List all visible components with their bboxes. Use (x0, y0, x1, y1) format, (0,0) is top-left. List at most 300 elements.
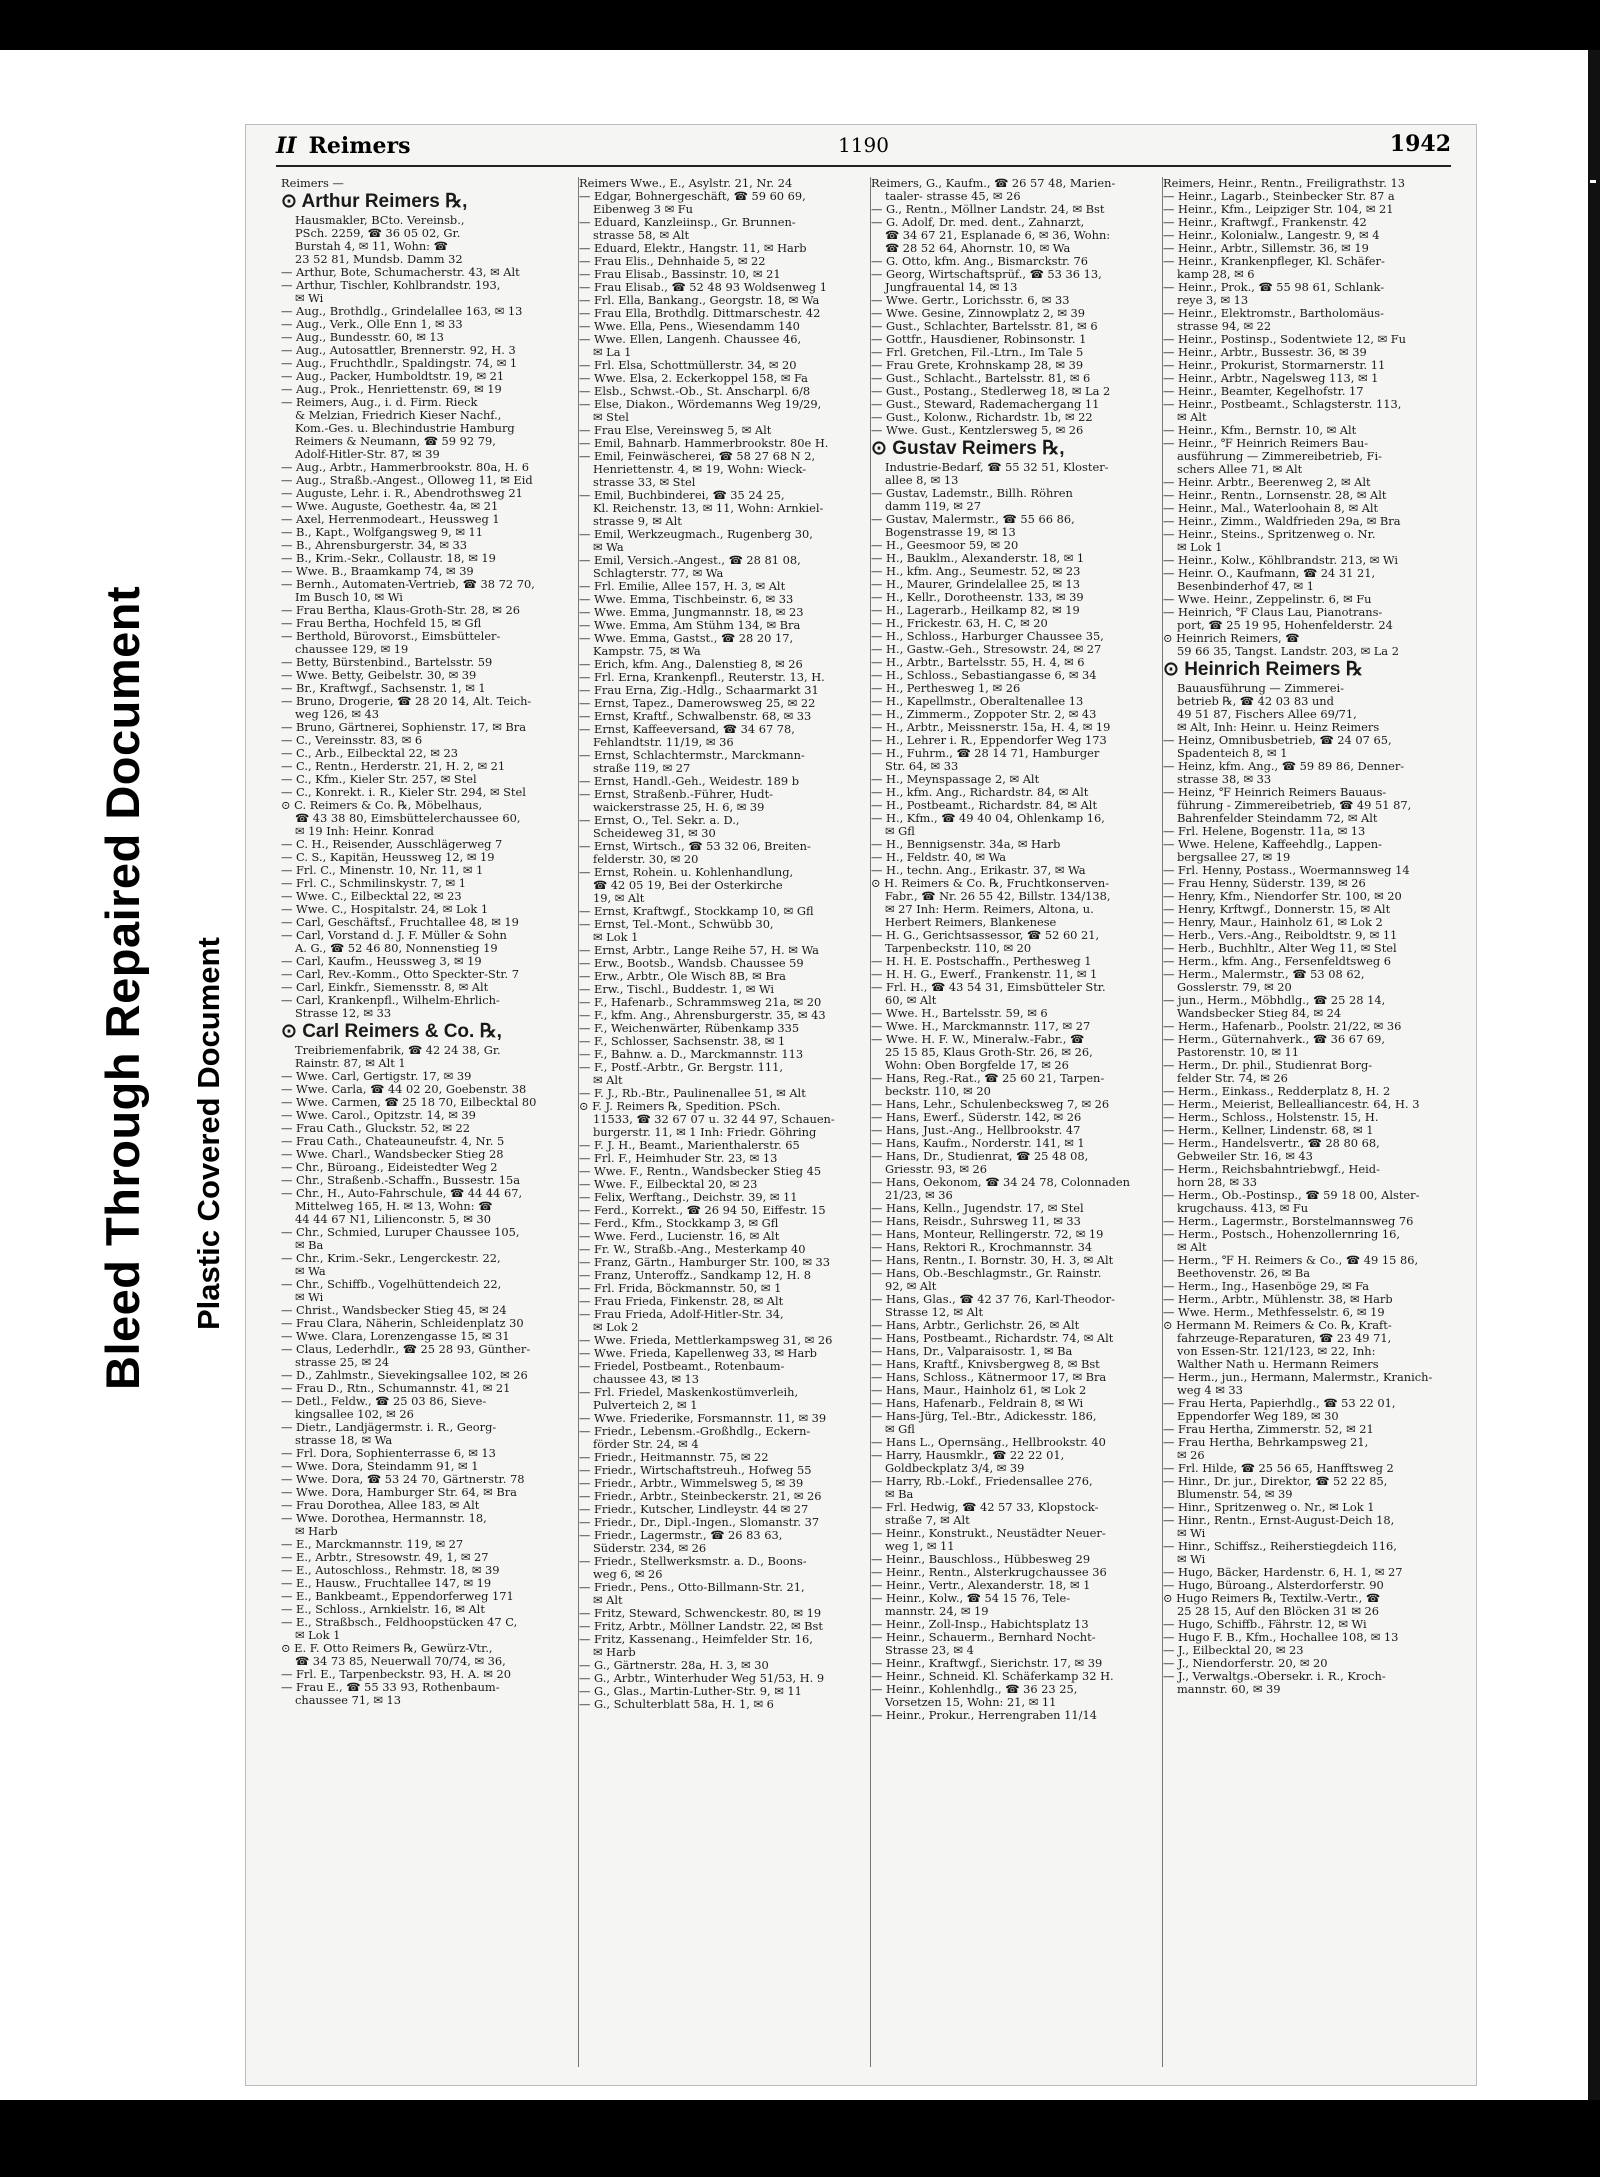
directory-entry: — C. H., Reisender, Ausschlägerweg 7 (281, 838, 503, 851)
directory-entry: — H. H. G., Ewerf., Frankenstr. 11, ✉ 1 (871, 968, 1098, 981)
directory-entry: strasse 94, ✉ 22 (1177, 320, 1272, 333)
directory-entry: — Henry, Krftwgf., Donnerstr. 15, ✉ Alt (1163, 903, 1391, 916)
directory-entry: — Frau Henny, Süderstr. 139, ✉ 26 (1163, 877, 1366, 890)
directory-entry: — Friedr., Lagermstr., ☎ 26 83 63, (579, 1529, 783, 1542)
directory-entry: 49 51 87, Fischers Allee 69/71, (1177, 708, 1357, 721)
directory-entry: Fehlandtstr. 11/19, ✉ 36 (593, 736, 734, 749)
directory-entry: — Heinr., Postbeamt., Schlagsterstr. 113, (1163, 398, 1402, 411)
directory-entry: — Herm., jun., Hermann, Malermstr., Kranich- (1163, 1371, 1433, 1384)
directory-entry: — Emil, Versich.-Angest., ☎ 28 81 08, (579, 554, 801, 567)
directory-entry: — Herm., ℉ H. Reimers & Co., ☎ 49 15 86, (1163, 1254, 1419, 1267)
directory-entry: — H., Lagerarb., Heilkamp 82, ✉ 19 (871, 604, 1080, 617)
directory-entry: — H., Schloss., Harburger Chaussee 35, (871, 630, 1104, 643)
directory-entry: — Ernst, Wirtsch., ☎ 53 32 06, Breiten- (579, 840, 811, 853)
directory-entry: ✉ Lok 1 (1177, 541, 1223, 554)
directory-entry: Kom.-Ges. u. Blechindustrie Hamburg (295, 422, 515, 435)
directory-entry: ☎ 28 52 64, Ahornstr. 10, ✉ Wa (885, 242, 1071, 255)
directory-entry: ⊙ Heinrich Reimers, ☎ (1163, 632, 1300, 645)
directory-entry: — Emil, Werkzeugmach., Rugenberg 30, (579, 528, 813, 541)
directory-entry: — Hugo F. B., Kfm., Hochallee 108, ✉ 13 (1163, 1631, 1399, 1644)
directory-entry: 11533, ☎ 32 67 07 u. 32 44 97, Schauen- (593, 1113, 835, 1126)
directory-entry: — Heinz, ℉ Heinrich Reimers Bauaus- (1163, 786, 1387, 799)
directory-entry: — Wwe. C., Eilbecktal 22, ✉ 23 (281, 890, 462, 903)
directory-entry: Kl. Reichenstr. 13, ✉ 11, Wohn: Arnkiel- (593, 502, 824, 515)
directory-entry: — Frl. Dora, Sophienterrasse 6, ✉ 13 (281, 1447, 496, 1460)
directory-entry: von Essen-Str. 121/123, ✉ 22, Inh: (1177, 1345, 1376, 1358)
directory-entry: förder Str. 24, ✉ 4 (593, 1438, 699, 1451)
directory-entry: ✉ Alt (593, 1594, 623, 1607)
directory-entry: Schlagterstr. 77, ✉ Wa (593, 567, 724, 580)
directory-entry: — Herm., Arbtr., Mühlenstr. 38, ✉ Harb (1163, 1293, 1393, 1306)
directory-entry: 21/23, ✉ 36 (885, 1189, 953, 1202)
firm-heading: ⊙ Arthur Reimers ℞, (281, 191, 468, 212)
directory-entry: — Carl, Vorstand d. J. F. Müller & Sohn (281, 929, 507, 942)
directory-entry: — Frau Else, Vereinsweg 5, ✉ Alt (579, 424, 772, 437)
directory-entry: — E., Arbtr., Stresowstr. 49, 1, ✉ 27 (281, 1551, 489, 1564)
directory-entry: Pastorenstr. 10, ✉ 11 (1177, 1046, 1299, 1059)
directory-entry: Burstah 4, ✉ 11, Wohn: ☎ (295, 240, 448, 253)
directory-entry: — Wwe. Emma, Jungmannstr. 18, ✉ 23 (579, 606, 804, 619)
directory-entry: — F., Postf.-Arbtr., Gr. Bergstr. 111, (579, 1061, 783, 1074)
directory-entry: — Carl, Rev.-Komm., Otto Speckter-Str. 7 (281, 968, 520, 981)
directory-entry: — Wwe. Carmen, ☎ 25 18 70, Eilbecktal 80 (281, 1096, 537, 1109)
directory-entry: — Herm., Lagermstr., Borstelmannsweg 76 (1163, 1215, 1414, 1228)
directory-entry: — Christ., Wandsbecker Stieg 45, ✉ 24 (281, 1304, 507, 1317)
directory-entry: 23 52 81, Mundsb. Damm 32 (295, 253, 463, 266)
directory-entry: — G., Gärtnerstr. 28a, H. 3, ✉ 30 (579, 1659, 769, 1672)
directory-entry: ✉ Alt (1177, 1241, 1207, 1254)
directory-entry: — Hans, Kraftf., Knivsbergweg 8, ✉ Bst (871, 1358, 1100, 1371)
directory-entry: — Hinr., Schiffsz., Reiherstiegdeich 116, (1163, 1540, 1397, 1553)
directory-entry: — Heinr., Mal., Waterloohain 8, ✉ Alt (1163, 502, 1379, 515)
directory-entry: — E., Marckmannstr. 119, ✉ 27 (281, 1538, 464, 1551)
directory-entry: — Hinr., Spritzenweg o. Nr., ✉ Lok 1 (1163, 1501, 1375, 1514)
firm-heading: ⊙ Carl Reimers & Co. ℞, (281, 1021, 502, 1042)
directory-entry: Besenbinderhof 47, ✉ 1 (1177, 580, 1314, 593)
directory-entry: — Claus, Lederhdlr., ☎ 25 28 93, Günther- (281, 1343, 531, 1356)
directory-entry: weg 126, ✉ 43 (295, 708, 380, 721)
directory-entry: — Hans, Ewerf., Süderstr. 142, ✉ 26 (871, 1111, 1082, 1124)
directory-entry: ✉ Gfl (885, 1423, 915, 1436)
directory-entry: — Wwe. Emma, Gastst., ☎ 28 20 17, (579, 632, 794, 645)
directory-entry: — G., Arbtr., Winterhuder Weg 51/53, H. 9 (579, 1672, 825, 1685)
directory-entry: — Frau Elis., Dehnhaide 5, ✉ 22 (579, 255, 766, 268)
directory-entry: — F., Hafenarb., Schrammsweg 21a, ✉ 20 (579, 996, 822, 1009)
directory-entry: — Herm., Malermstr., ☎ 53 08 62, (1163, 968, 1365, 981)
directory-entry: — Frau Cath., Chateauneufstr. 4, Nr. 5 (281, 1135, 505, 1148)
directory-entry: — Heinr., Kraftwgf., Frankenstr. 42 (1163, 216, 1367, 229)
directory-entry: betrieb ℞, ☎ 42 03 83 und (1177, 695, 1334, 708)
directory-entry: — Wwe. Emma, Tischbeinstr. 6, ✉ 33 (579, 593, 794, 606)
directory-entry: ✉ Lok 1 (593, 931, 639, 944)
directory-entry: — C., Vereinsstr. 83, ✉ 6 (281, 734, 423, 747)
directory-entry: — Chr., H., Auto-Fahrschule, ☎ 44 44 67, (281, 1187, 523, 1200)
directory-entry: — H., Schloss., Sebastiangasse 6, ✉ 34 (871, 669, 1097, 682)
directory-entry: — Carl, Kaufm., Heussweg 3, ✉ 19 (281, 955, 482, 968)
directory-entry: — Ernst, Handl.-Geh., Weidestr. 189 b (579, 775, 799, 788)
directory-entry: — Ernst, Straßenb.-Führer, Hudt- (579, 788, 774, 801)
directory-entry: Wandsbecker Stieg 84, ✉ 24 (1177, 1007, 1342, 1020)
directory-entry: ✉ 27 Inh: Herm. Reimers, Altona, u. (885, 903, 1094, 916)
directory-entry: — Hans, Lehr., Schulenbecksweg 7, ✉ 26 (871, 1098, 1110, 1111)
directory-entry: — Hugo, Büroang., Alsterdorferstr. 90 (1163, 1579, 1384, 1592)
directory-entry: — Dietr., Landjägermstr. i. R., Georg- (281, 1421, 497, 1434)
directory-entry: ⊙ E. F. Otto Reimers ℞, Gewürz-Vtr., (281, 1642, 493, 1655)
directory-entry: — H., Postbeamt., Richardstr. 84, ✉ Alt (871, 799, 1098, 812)
directory-entry: — Ferd., Kfm., Stockkamp 3, ✉ Gfl (579, 1217, 779, 1230)
directory-entry: felderstr. 30, ✉ 20 (593, 853, 699, 866)
directory-entry: — Aug., Verk., Olle Enn 1, ✉ 33 (281, 318, 463, 331)
directory-entry: — Hans, Kaufm., Norderstr. 141, ✉ 1 (871, 1137, 1085, 1150)
directory-entry: — Frau Frieda, Finkenstr. 28, ✉ Alt (579, 1295, 784, 1308)
stamp-bleed-through-label: Bleed Through Repaired Document (96, 585, 149, 1390)
directory-entry: Bauausführung — Zimmerei- (1177, 682, 1344, 695)
directory-entry: ✉ Wi (1177, 1553, 1206, 1566)
directory-entry: — H. H. E. Postschaffn., Perthesweg 1 (871, 955, 1092, 968)
directory-entry: — Herm., Einkass., Redderplatz 8, H. 2 (1163, 1085, 1391, 1098)
directory-entry: — Wwe. Charl., Wandsbecker Stieg 28 (281, 1148, 504, 1161)
directory-entry: — Chr., Büroang., Eideistedter Weg 2 (281, 1161, 498, 1174)
directory-entry: Bogenstrasse 19, ✉ 13 (885, 526, 1016, 539)
directory-entry: — Else, Diakon., Wördemanns Weg 19/29, (579, 398, 822, 411)
directory-entry: Im Busch 10, ✉ Wi (295, 591, 403, 604)
directory-entry: — Hans, Ob.-Beschlagmstr., Gr. Rainstr. (871, 1267, 1102, 1280)
directory-entry: — Gust., Postang., Stedlerweg 18, ✉ La 2 (871, 385, 1111, 398)
directory-entry: — Frl. Emilie, Allee 157, H. 3, ✉ Alt (579, 580, 786, 593)
directory-entry: — Fritz, Kassenang., Heimfelder Str. 16, (579, 1633, 813, 1646)
directory-entry: 44 44 67 N1, Lilienconstr. 5, ✉ 30 (295, 1213, 491, 1226)
directory-entry: Reimers, G., Kaufm., ☎ 26 57 48, Marien- (871, 177, 1116, 190)
directory-entry: — Wwe. Dora, Steindamm 91, ✉ 1 (281, 1460, 479, 1473)
directory-entry: ✉ 19 Inh: Heinr. Konrad (295, 825, 434, 838)
directory-entry: — Frau Erna, Zig.-Hdlg., Schaarmarkt 31 (579, 684, 819, 697)
directory-entry: — B., Ahrensburgerstr. 34, ✉ 33 (281, 539, 467, 552)
directory-entry: ✉ 26 (1177, 1449, 1205, 1462)
directory-entry: Pulverteich 2, ✉ 1 (593, 1399, 698, 1412)
directory-entry: — Friedr., Heitmannstr. 75, ✉ 22 (579, 1451, 769, 1464)
directory-entry: — Frl. Elsa, Schottmüllerstr. 34, ✉ 20 (579, 359, 797, 372)
directory-entry: — Arthur, Bote, Schumacherstr. 43, ✉ Alt (281, 266, 520, 279)
directory-entry: — Wwe. Carol., Opitzstr. 14, ✉ 39 (281, 1109, 476, 1122)
directory-entry: — Heinr., Krankenpfleger, Kl. Schäfer- (1163, 255, 1385, 268)
directory-entry: — J., Verwaltgs.-Obersekr. i. R., Kroch- (1163, 1670, 1386, 1683)
directory-entry: schers Allee 71, ✉ Alt (1177, 463, 1303, 476)
directory-entry: A. G., ☎ 52 46 80, Nonnenstieg 19 (295, 942, 498, 955)
directory-entry: — G. Adolf, Dr. med. dent., Zahnarzt, (871, 216, 1085, 229)
entry-column-2 (578, 177, 869, 2067)
directory-entry: — Hans, Dr., Valparaisostr. 1, ✉ Ba (871, 1345, 1073, 1358)
directory-entry: — Friedr., Arbtr., Wimmelsweg 5, ✉ 39 (579, 1477, 804, 1490)
directory-entry: — H., Gastw.-Geh., Stresowstr. 24, ✉ 27 (871, 643, 1102, 656)
directory-entry: — H., Feldstr. 40, ✉ Wa (871, 851, 1007, 864)
directory-entry: ☎ 43 38 80, Eimsbüttelerchaussee 60, (295, 812, 521, 825)
directory-entry: 92, ✉ Alt (885, 1280, 937, 1293)
directory-entry: — Frl. F., Heimhuder Str. 23, ✉ 13 (579, 1152, 778, 1165)
directory-entry: — Heinr. O., Kaufmann, ☎ 24 31 21, (1163, 567, 1376, 580)
directory-entry: allee 8, ✉ 13 (885, 474, 959, 487)
directory-entry: ✉ Ba (295, 1239, 324, 1252)
directory-entry: Spadenteich 8, ✉ 1 (1177, 747, 1288, 760)
directory-entry: — Hugo, Schiffb., Fährstr. 12, ✉ Wi (1163, 1618, 1367, 1631)
directory-entry: — H., Bauklm., Alexanderstr. 18, ✉ 1 (871, 552, 1085, 565)
directory-entry: — F., kfm. Ang., Ahrensburgerstr. 35, ✉ 43 (579, 1009, 826, 1022)
directory-entry: — Heinz, Omnibusbetrieb, ☎ 24 07 65, (1163, 734, 1392, 747)
directory-entry: — Heinr., Prok., ☎ 55 98 61, Schlank- (1163, 281, 1385, 294)
directory-entry: — H., kfm. Ang., Richardstr. 84, ✉ Alt (871, 786, 1089, 799)
directory-entry: — Frau Cath., Gluckstr. 52, ✉ 22 (281, 1122, 471, 1135)
directory-entry: — Bruno, Gärtnerei, Sophienstr. 17, ✉ Bra (281, 721, 527, 734)
directory-entry: — H., Zimmerm., Zoppoter Str. 2, ✉ 43 (871, 708, 1097, 721)
directory-entry: ⊙ H. Reimers & Co. ℞, Fruchtkonserven- (871, 877, 1110, 890)
directory-entry: — Georg, Wirtschaftsprüf., ☎ 53 36 13, (871, 268, 1102, 281)
directory-entry: — E., Straßbsch., Feldhoopstücken 47 C, (281, 1616, 518, 1629)
directory-entry: — Heinr., Kfm., Bernstr. 10, ✉ Alt (1163, 424, 1357, 437)
directory-entry: — Hans, Maur., Hainholz 61, ✉ Lok 2 (871, 1384, 1087, 1397)
directory-entry: — Wwe. Auguste, Goethestr. 4a, ✉ 21 (281, 500, 499, 513)
directory-entry: — Axel, Herrenmodeart., Heussweg 1 (281, 513, 500, 526)
directory-entry: horn 28, ✉ 33 (1177, 1176, 1257, 1189)
directory-entry: — J., Niendorferstr. 20, ✉ 20 (1163, 1657, 1328, 1670)
directory-entry: — Frau Grete, Krohnskamp 28, ✉ 39 (871, 359, 1084, 372)
directory-entry: Henriettenstr. 4, ✉ 19, Wohn: Wieck- (593, 463, 807, 476)
directory-entry: — C., Kfm., Kieler Str. 257, ✉ Stel (281, 773, 477, 786)
directory-entry: — Wwe. Helene, Kaffeehdlg., Lappen- (1163, 838, 1382, 851)
directory-entry: — Heinr., Beamter, Kegelhofstr. 17 (1163, 385, 1364, 398)
directory-entry: — Frl. Hilde, ☎ 25 56 65, Hanfftsweg 2 (1163, 1462, 1394, 1475)
directory-entry: — Ferd., Korrekt., ☎ 26 94 50, Eiffestr. 15 (579, 1204, 826, 1217)
directory-entry: — Heinz, kfm. Ang., ☎ 59 89 86, Denner- (1163, 760, 1405, 773)
directory-entry: — Aug., Arbtr., Hammerbrookstr. 80a, H. 6 (281, 461, 529, 474)
directory-entry: — Aug., Straßb.-Angest., Olloweg 11, ✉ Eid (281, 474, 533, 487)
directory-entry: strasse 38, ✉ 33 (1177, 773, 1272, 786)
directory-entry: Bahrenfelder Steindamm 72, ✉ Alt (1177, 812, 1378, 825)
directory-entry: krugchauss. 413, ✉ Fu (1177, 1202, 1309, 1215)
directory-entry: — C., Arb., Eilbecktal 22, ✉ 23 (281, 747, 458, 760)
directory-entry: ✉ Lok 1 (295, 1629, 341, 1642)
directory-entry: ☎ 34 73 85, Neuerwall 70/74, ✉ 36, (295, 1655, 506, 1668)
directory-entry: chaussee 129, ✉ 19 (295, 643, 409, 656)
directory-entry: — Frau E., ☎ 55 33 93, Rothenbaum- (281, 1681, 500, 1694)
directory-entry: Tarpenbeckstr. 110, ✉ 20 (885, 942, 1032, 955)
directory-entry: — Hans L., Opernsäng., Hellbrookstr. 40 (871, 1436, 1106, 1449)
firm-heading: ⊙ Gustav Reimers ℞, (871, 438, 1065, 459)
directory-entry: — F., Weichenwärter, Rübenkamp 335 (579, 1022, 800, 1035)
directory-entry: — Friedr., Wirtschaftstreuh., Hofweg 55 (579, 1464, 812, 1477)
directory-entry: — H., Perthesweg 1, ✉ 26 (871, 682, 1021, 695)
directory-entry: PSch. 2259, ☎ 36 05 02, Gr. (295, 227, 461, 240)
directory-entry: — Frau Elisab., ☎ 52 48 93 Woldsenweg 1 (579, 281, 827, 294)
directory-entry: ⊙ C. Reimers & Co. ℞, Möbelhaus, (281, 799, 483, 812)
directory-entry: — Frl. Ella, Bankang., Georgstr. 18, ✉ Wa (579, 294, 820, 307)
directory-entry: — Hans, Rentn., I. Bornstr. 30, H. 3, ✉ Alt (871, 1254, 1114, 1267)
directory-entry: ausführung — Zimmereibetrieb, Fi- (1177, 450, 1382, 463)
directory-entry: — Herm., kfm. Ang., Fersenfeldtsweg 6 (1163, 955, 1392, 968)
directory-entry: — H., Arbtr., Meissnerstr. 15a, H. 4, ✉ 19 (871, 721, 1111, 734)
directory-entry: — Frl. Henny, Postass., Woermannsweg 14 (1163, 864, 1410, 877)
directory-entry: — G., Glas., Martin-Luther-Str. 9, ✉ 11 (579, 1685, 802, 1698)
directory-entry: — H., Arbtr., Bartelsstr. 55, H. 4, ✉ 6 (871, 656, 1085, 669)
directory-entry: — Wwe. Dora, ☎ 53 24 70, Gärtnerstr. 78 (281, 1473, 525, 1486)
directory-entry: — Erw., Tischl., Buddestr. 1, ✉ Wi (579, 983, 775, 996)
section-numeral: II (276, 133, 297, 159)
directory-entry: — Heinr., Prokur., Herrengraben 11/14 (871, 1709, 1097, 1722)
directory-entry: Strasse 12, ✉ 33 (295, 1007, 392, 1020)
directory-entry: kingsallee 102, ✉ 26 (295, 1408, 414, 1421)
directory-entry: Treibriemenfabrik, ☎ 42 24 38, Gr. (295, 1044, 501, 1057)
directory-entry: bergsallee 27, ✉ 19 (1177, 851, 1291, 864)
directory-entry: — Hans, Schloss., Kätnermoor 17, ✉ Bra (871, 1371, 1107, 1384)
directory-entry: — H., Lehrer i. R., Eppendorfer Weg 173 (871, 734, 1107, 747)
directory-entry: — C., Konrekt. i. R., Kieler Str. 294, ✉ Stel (281, 786, 526, 799)
directory-entry: — G., Schulterblatt 58a, H. 1, ✉ 6 (579, 1698, 774, 1711)
directory-entry: — Frau Elisab., Bassinstr. 10, ✉ 21 (579, 268, 781, 281)
directory-entry: — G., Rentn., Möllner Landstr. 24, ✉ Bst (871, 203, 1105, 216)
directory-entry: Adolf-Hitler-Str. 87, ✉ 39 (295, 448, 440, 461)
directory-entry: weg 1, ✉ 11 (885, 1540, 955, 1553)
directory-entry: ✉ Wi (295, 1291, 324, 1304)
directory-entry: — Hugo, Bäcker, Hardenstr. 6, H. 1, ✉ 27 (1163, 1566, 1403, 1579)
directory-entry: — Wwe. Gertr., Lorichsstr. 6, ✉ 33 (871, 294, 1070, 307)
directory-entry: — Edgar, Bohnergeschäft, ☎ 59 60 69, (579, 190, 806, 203)
directory-entry: ✉ Wa (295, 1265, 326, 1278)
directory-entry: — Ernst, Tel.-Mont., Schwübb 30, (579, 918, 774, 931)
directory-entry: — H., Kapellmstr., Oberaltenallee 13 (871, 695, 1084, 708)
directory-entry: — Wwe. Frieda, Kapellenweg 33, ✉ Harb (579, 1347, 817, 1360)
directory-entry: — Friedr., Stellwerksmstr. a. D., Boons- (579, 1555, 807, 1568)
directory-entry: — Hans, Reg.-Rat., ☎ 25 60 21, Tarpen- (871, 1072, 1105, 1085)
directory-entry: — B., Krim.-Sekr., Collaustr. 18, ✉ 19 (281, 552, 496, 565)
directory-entry: — Wwe. H., Bartelsstr. 59, ✉ 6 (871, 1007, 1048, 1020)
directory-entry: — Wwe. Carl, Gertigstr. 17, ✉ 39 (281, 1070, 472, 1083)
directory-entry: — Aug., Packer, Humboldtstr. 19, ✉ 21 (281, 370, 505, 383)
directory-entry: — Ernst, O., Tel. Sekr. a. D., (579, 814, 740, 827)
directory-entry: kamp 28, ✉ 6 (1177, 268, 1255, 281)
directory-entry: ✉ Harb (593, 1646, 636, 1659)
directory-entry: — Heinr., Steins., Spritzenweg o. Nr. (1163, 528, 1376, 541)
directory-entry: felder Str. 74, ✉ 26 (1177, 1072, 1288, 1085)
edge-mark (1590, 180, 1596, 183)
directory-entry: 59 66 35, Tangst. Landstr. 203, ✉ La 2 (1177, 645, 1399, 658)
directory-entry: — Berthold, Bürovorst., Eimsbütteler- (281, 630, 501, 643)
directory-entry: — Frl. Erna, Krankenpfl., Reuterstr. 13, H. (579, 671, 825, 684)
directory-entry: — Chr., Schiffb., Vogelhüttendeich 22, (281, 1278, 502, 1291)
directory-entry: — D., Zahlmstr., Sievekingsallee 102, ✉ 26 (281, 1369, 528, 1382)
directory-entry: — Wwe. Herm., Methfesselstr. 6, ✉ 19 (1163, 1306, 1385, 1319)
directory-entry: — Aug., Fruchthdlr., Spaldingstr. 74, ✉ 1 (281, 357, 518, 370)
directory-entry: — Bruno, Drogerie, ☎ 28 20 14, Alt. Teich- (281, 695, 532, 708)
directory-entry: — Chr., Krim.-Sekr., Lengerckestr. 22, (281, 1252, 501, 1265)
directory-entry: ☎ 42 05 19, Bei der Osterkirche (593, 879, 783, 892)
directory-entry: — Herm., Güternahverk., ☎ 36 67 69, (1163, 1033, 1385, 1046)
directory-entry: — Friedr., Arbtr., Steinbeckerstr. 21, ✉ 26 (579, 1490, 822, 1503)
directory-entry: — Erw., Bootsb., Wandsb. Chaussee 59 (579, 957, 804, 970)
directory-entry: — Emil, Buchbinderei, ☎ 35 24 25, (579, 489, 785, 502)
directory-entry: — Friedr., Lebensm.-Großhdlg., Eckern- (579, 1425, 811, 1438)
directory-entry: — H., Geesmoor 59, ✉ 20 (871, 539, 1019, 552)
directory-entry: weg 4 ✉ 33 (1177, 1384, 1243, 1397)
directory-entry: Jungfrauental 14, ✉ 13 (885, 281, 1018, 294)
directory-entry: — Heinr., Vertr., Alexanderstr. 18, ✉ 1 (871, 1579, 1091, 1592)
directory-entry: Strasse 23, ✉ 4 (885, 1644, 974, 1657)
directory-entry: — jun., Herm., Möbhdlg., ☎ 25 28 14, (1163, 994, 1386, 1007)
directory-entry: mannstr. 24, ✉ 19 (885, 1605, 989, 1618)
directory-entry: — Herm., Handelsvertr., ☎ 28 80 68, (1163, 1137, 1380, 1150)
directory-entry: Mittelweg 165, H. ✉ 13, Wohn: ☎ (295, 1200, 493, 1213)
directory-entry: — Harry, Rb.-Lokf., Friedensallee 276, (871, 1475, 1093, 1488)
directory-entry: — Heinr., Rentn., Lornsenstr. 28, ✉ Alt (1163, 489, 1387, 502)
running-name: Reimers (308, 133, 411, 159)
directory-entry: — Wwe. Frieda, Mettlerkampsweg 31, ✉ 26 (579, 1334, 833, 1347)
directory-entry: — Heinr., Prokurist, Stormarnerstr. 11 (1163, 359, 1386, 372)
directory-entry: — Frl. H., ☎ 43 54 31, Eimsbütteler Str. (871, 981, 1106, 994)
directory-entry: — Henry, Maur., Hainholz 61, ✉ Lok 2 (1163, 916, 1383, 929)
directory-entry: — Wwe. Gust., Kentzlersweg 5, ✉ 26 (871, 424, 1084, 437)
directory-entry: — Frau Clara, Näherin, Schleidenplatz 30 (281, 1317, 524, 1330)
directory-entry: Eppendorfer Weg 189, ✉ 30 (1177, 1410, 1339, 1423)
directory-entry: Reimers — (281, 177, 344, 190)
directory-entry: — Ernst, Schlachtermstr., Marckmann- (579, 749, 805, 762)
directory-entry: — Herm., Meierist, Bellealliancestr. 64, H. 3 (1163, 1098, 1420, 1111)
directory-entry: 25 28 15, Auf den Blöcken 31 ✉ 26 (1177, 1605, 1379, 1618)
directory-entry: — Wwe. Ferd., Lucienstr. 16, ✉ Alt (579, 1230, 780, 1243)
directory-entry: — Fritz, Steward, Schwenckestr. 80, ✉ 19 (579, 1607, 822, 1620)
directory-entry: — Heinr., Postinsp., Sodentwiete 12, ✉ Fu (1163, 333, 1407, 346)
directory-entry: — Wwe. F., Rentn., Wandsbecker Stieg 45 (579, 1165, 822, 1178)
directory-entry: Rainstr. 87, ✉ Alt 1 (295, 1057, 406, 1070)
directory-entry: — Carl, Geschäftsf., Fruchtallee 48, ✉ 19 (281, 916, 519, 929)
directory-entry: ✉ Alt, Inh: Heinr. u. Heinz Reimers (1177, 721, 1380, 734)
directory-entry: — Frau Dorothea, Allee 183, ✉ Alt (281, 1499, 480, 1512)
directory-entry: — Frl. C., Minenstr. 10, Nr. 11, ✉ 1 (281, 864, 484, 877)
directory-entry: ✉ Wi (1177, 1527, 1206, 1540)
directory-entry: Fabr., ☎ Nr. 26 55 42, Billstr. 134/138, (885, 890, 1111, 903)
directory-entry: ✉ Wa (593, 541, 624, 554)
directory-entry: ✉ Wi (295, 292, 324, 305)
directory-entry: reye 3, ✉ 13 (1177, 294, 1249, 307)
directory-entry: — H., Maurer, Grindelallee 25, ✉ 13 (871, 578, 1080, 591)
directory-entry: — H., Bennigsenstr. 34a, ✉ Harb (871, 838, 1061, 851)
directory-entry: — Chr., Schmied, Luruper Chaussee 105, (281, 1226, 520, 1239)
directory-entry: — Eduard, Elektr., Hangstr. 11, ✉ Harb (579, 242, 807, 255)
directory-entry: — C. S., Kapitän, Heussweg 12, ✉ 19 (281, 851, 495, 864)
directory-entry: — Gustav, Lademstr., Billh. Röhren (871, 487, 1073, 500)
directory-entry: 25 15 85, Klaus Groth-Str. 26, ✉ 26, (885, 1046, 1093, 1059)
directory-entry: — Betty, Bürstenbind., Bartelsstr. 59 (281, 656, 493, 669)
directory-entry: Reimers Wwe., E., Asylstr. 21, Nr. 24 (579, 177, 793, 190)
stamp-plastic-covered-label: Plastic Covered Document (191, 937, 226, 1330)
page-header (276, 131, 1451, 167)
directory-entry: Walther Nath u. Hermann Reimers (1177, 1358, 1379, 1371)
directory-entry: — Gust., Schlacht., Bartelsstr. 81, ✉ 6 (871, 372, 1091, 385)
directory-entry: — Auguste, Lehr. i. R., Abendrothsweg 21 (281, 487, 523, 500)
directory-entry: — Gustav, Malermstr., ☎ 55 66 86, (871, 513, 1075, 526)
directory-entry: — Heinr., Kraftwgf., Sierichstr. 17, ✉ 39 (871, 1657, 1103, 1670)
directory-entry: — H., Frickestr. 63, H. C, ✉ 20 (871, 617, 1048, 630)
directory-entry: — Ernst, Kaffeeversand, ☎ 34 67 78, (579, 723, 795, 736)
directory-entry: — Wwe. Emma, Am Stühm 134, ✉ Bra (579, 619, 801, 632)
directory-entry: — Detl., Feldw., ☎ 25 03 86, Sieve- (281, 1395, 487, 1408)
directory-entry: — Wwe. Dorothea, Hermannstr. 18, (281, 1512, 487, 1525)
directory-entry: — F., Schlosser, Sachsenstr. 38, ✉ 1 (579, 1035, 786, 1048)
directory-entry: — Bernh., Automaten-Vertrieb, ☎ 38 72 70, (281, 578, 535, 591)
directory-entry: — Gust., Schlachter, Bartelsstr. 81, ✉ 6 (871, 320, 1098, 333)
directory-entry: — Friedel, Postbeamt., Rotenbaum- (579, 1360, 785, 1373)
directory-entry: — G. Otto, kfm. Ang., Bismarckstr. 76 (871, 255, 1088, 268)
right-edge-strip (1588, 50, 1600, 2100)
directory-entry: ✉ Lok 2 (593, 1321, 639, 1334)
directory-entry: — Hans, Just.-Ang., Hellbrookstr. 47 (871, 1124, 1081, 1137)
directory-entry: — Frau Bertha, Hochfeld 15, ✉ Gfl (281, 617, 482, 630)
